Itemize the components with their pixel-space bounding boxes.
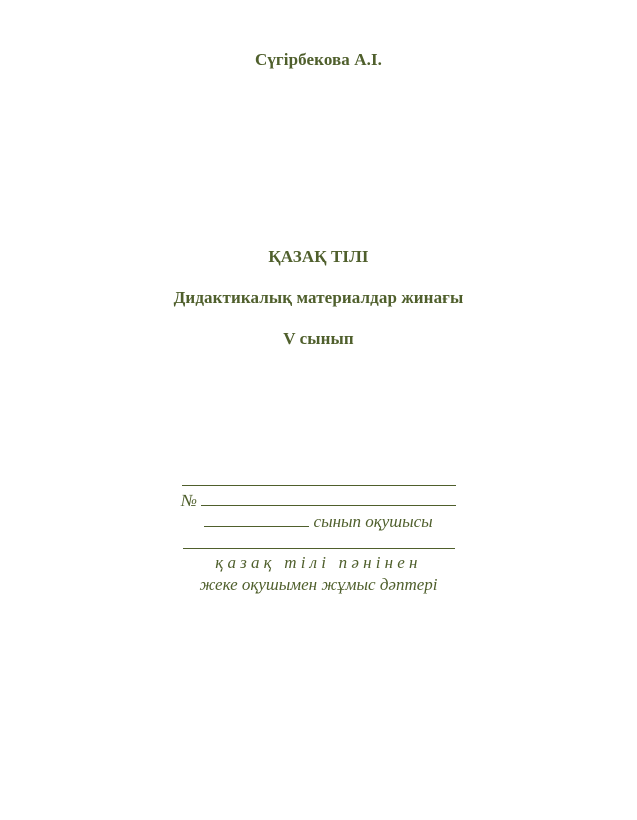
- book-title: ҚАЗАҚ ТІЛІ: [268, 247, 369, 266]
- number-sign: №: [180, 491, 197, 510]
- number-line: [0, 490, 637, 511]
- blank-rule: [204, 511, 309, 527]
- author-name: Сүгірбекова А.І.: [254, 50, 383, 69]
- book-subtitle: Дидактикалық материалдар жинағы: [173, 288, 464, 307]
- blank-rule: [182, 470, 456, 486]
- grade-label: V сынып: [283, 329, 354, 348]
- subject-line: қазақ тілі пәнінен: [215, 553, 422, 572]
- notebook-line: жеке оқушымен жұмыс дәптері: [199, 575, 438, 594]
- blank-rule: [183, 533, 455, 549]
- blank-rule: [201, 490, 456, 506]
- student-name-line: [0, 470, 637, 491]
- extra-line: [0, 533, 637, 554]
- class-student-line: [0, 511, 637, 532]
- class-student-label: сынып оқушысы: [313, 512, 433, 531]
